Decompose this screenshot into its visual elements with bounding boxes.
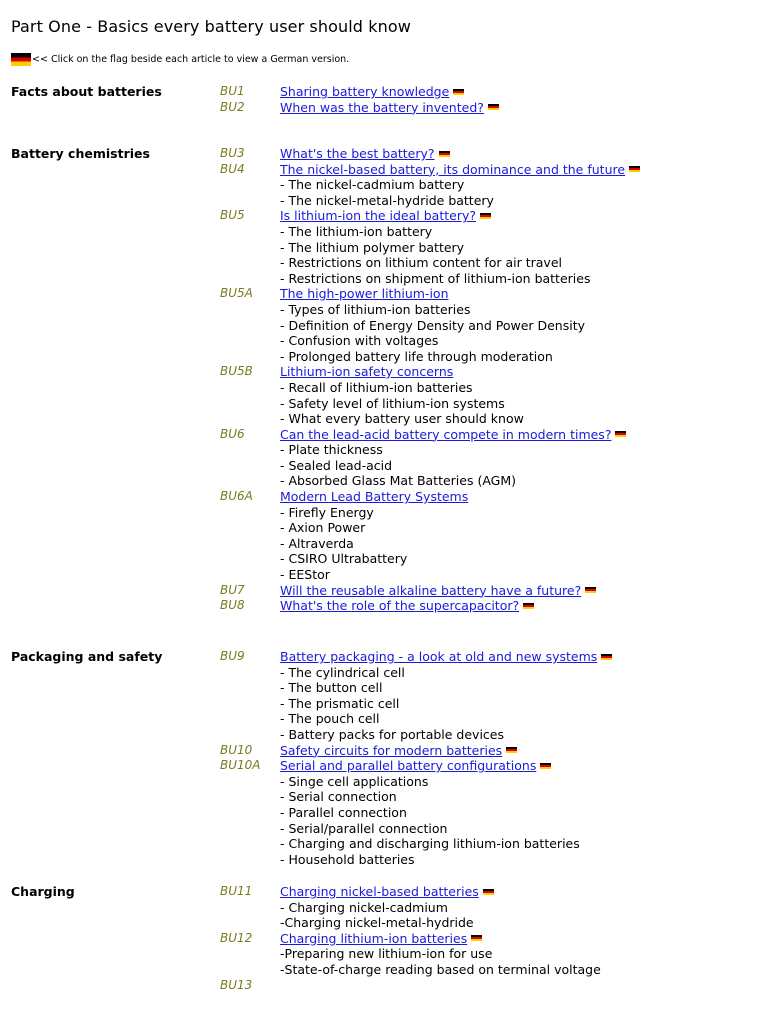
row-text: - Safety level of lithium-ion systems: [280, 395, 505, 411]
row-text: - Charging and discharging lithium-ion batteries: [280, 836, 580, 852]
german-flag-icon[interactable]: [615, 431, 626, 437]
row-text: -State-of-charge reading based on terminal voltage: [280, 961, 601, 977]
article-code: BU10A: [220, 758, 261, 773]
row-text: - The prismatic cell: [280, 695, 400, 711]
subtopic-row: [0, 711, 768, 727]
row-text: - Absorbed Glass Mat Batteries (AGM): [280, 473, 517, 489]
german-flag-icon[interactable]: [523, 603, 534, 609]
subtopic-row: [0, 727, 768, 743]
row-text: - Altraverda: [280, 535, 354, 551]
article-code: BU10: [220, 742, 253, 757]
row-text: [280, 84, 464, 100]
german-flag-icon[interactable]: [11, 53, 31, 66]
subtopic-row: [0, 442, 768, 458]
subtopic-row: [0, 696, 768, 712]
article-link[interactable]: Serial and parallel battery configurations: [280, 758, 537, 774]
german-flag-icon[interactable]: [601, 654, 612, 660]
row-text: - The button cell: [280, 680, 383, 696]
article-code: BU5A: [220, 286, 253, 301]
article-row: [0, 286, 768, 302]
subtopic-row: [0, 520, 768, 536]
article-row: [0, 162, 768, 178]
row-text: - EEStor: [280, 567, 330, 583]
subtopic-row: [0, 900, 768, 916]
section-heading: Facts about batteries: [11, 84, 162, 99]
subtopic-row: [0, 567, 768, 583]
subtopic-row: [0, 978, 768, 994]
subtopic-row: [0, 551, 768, 567]
subtopic-row: [0, 411, 768, 427]
row-text: - Types of lithium-ion batteries: [280, 301, 471, 317]
article-row: [0, 84, 768, 100]
article-row: [0, 427, 768, 443]
row-text: [280, 146, 450, 162]
section-heading: Battery chemistries: [11, 146, 150, 161]
row-text: -Preparing new lithium-ion for use: [280, 946, 493, 962]
german-flag-icon[interactable]: [453, 89, 464, 95]
row-text: - The nickel-cadmium battery: [280, 177, 465, 193]
german-flag-icon[interactable]: [483, 889, 494, 895]
row-text: - Restrictions on lithium content for air travel: [280, 255, 562, 271]
intro-text: << Click on the flag beside each article to view a German version.: [32, 53, 350, 65]
article-row: [0, 364, 768, 380]
subtopic-row: [0, 302, 768, 318]
article-code: BU13: [220, 977, 253, 992]
article-code: BU5B: [220, 364, 253, 379]
article-link[interactable]: The nickel-based battery, its dominance and the future: [280, 161, 626, 177]
subtopic-row: [0, 836, 768, 852]
subtopic-row: [0, 805, 768, 821]
row-text: - The pouch cell: [280, 711, 380, 727]
subtopic-row: [0, 349, 768, 365]
article-code: BU6A: [220, 489, 253, 504]
row-text: [280, 162, 640, 178]
subtopic-row: [0, 774, 768, 790]
row-text: - Battery packs for portable devices: [280, 726, 504, 742]
row-text: [280, 489, 468, 505]
row-text: [280, 649, 612, 665]
article-row: [0, 489, 768, 505]
article-link[interactable]: What's the best battery?: [280, 146, 435, 161]
article-link[interactable]: Safety circuits for modern batteries: [280, 742, 503, 758]
article-code: BU12: [220, 930, 253, 945]
subtopic-row: [0, 505, 768, 521]
german-flag-icon[interactable]: [585, 587, 596, 593]
row-text: - The nickel-metal-hydride battery: [280, 192, 494, 208]
row-text: - The lithium-ion battery: [280, 223, 433, 239]
row-text: - Prolonged battery life through moderation: [280, 348, 553, 364]
intro-note: [11, 52, 349, 66]
article-link[interactable]: Charging lithium-ion batteries: [280, 930, 468, 946]
row-text: [280, 364, 453, 380]
subtopic-row: [0, 224, 768, 240]
row-text: - Firefly Energy: [280, 504, 374, 520]
row-text: - The cylindrical cell: [280, 664, 405, 680]
article-code: BU4: [220, 161, 245, 176]
subtopic-row: [0, 536, 768, 552]
row-text: - Definition of Energy Density and Power Density: [280, 317, 586, 333]
article-row: [0, 649, 768, 665]
german-flag-icon[interactable]: [439, 151, 450, 157]
article-code: BU7: [220, 582, 245, 597]
article-row: [0, 758, 768, 774]
row-text: [280, 208, 491, 224]
article-row: [0, 931, 768, 947]
row-text: - Serial/parallel connection: [280, 820, 448, 836]
subtopic-row: [0, 255, 768, 271]
row-text: [280, 884, 494, 900]
row-text: - Serial connection: [280, 789, 397, 805]
row-text: - Confusion with voltages: [280, 333, 439, 349]
subtopic-row: [0, 473, 768, 489]
article-row: [0, 146, 768, 162]
subtopic-row: [0, 318, 768, 334]
article-link[interactable]: Lithium-ion safety concerns: [280, 364, 454, 380]
row-text: - Singe cell applications: [280, 773, 429, 789]
section-heading: Charging: [11, 884, 75, 899]
subtopic-row: [0, 789, 768, 805]
article-code: BU9: [220, 649, 245, 663]
german-flag-icon[interactable]: [480, 213, 491, 219]
article-row: [0, 100, 768, 116]
row-text: [280, 100, 499, 116]
row-text: - CSIRO Ultrabattery: [280, 551, 408, 567]
german-flag-icon[interactable]: [629, 166, 640, 172]
article-link[interactable]: Charging nickel-based batteries: [280, 884, 479, 899]
row-text: [280, 758, 551, 774]
subtopic-row: [0, 680, 768, 696]
subtopic-row: [0, 915, 768, 931]
section: [0, 884, 768, 993]
subtopic-row: [0, 458, 768, 474]
subtopic-row: [0, 240, 768, 256]
article-link[interactable]: Can the lead-acid battery compete in modern times?: [280, 426, 612, 442]
article-row: [0, 208, 768, 224]
subtopic-row: [0, 380, 768, 396]
row-text: - Plate thickness: [280, 442, 383, 458]
article-link[interactable]: The high-power lithium-ion: [280, 286, 449, 302]
section: [0, 84, 768, 115]
section-heading: Packaging and safety: [11, 649, 163, 664]
article-row: [0, 583, 768, 599]
row-text: - What every battery user should know: [280, 411, 524, 427]
row-text: - Restrictions on shipment of lithium-ion batteries: [280, 270, 591, 286]
subtopic-row: [0, 396, 768, 412]
section: [0, 649, 768, 867]
german-flag-icon[interactable]: [506, 747, 517, 753]
row-text: - Sealed lead-acid: [280, 457, 393, 473]
subtopic-row: [0, 193, 768, 209]
row-text: [280, 598, 534, 614]
subtopic-row: [0, 852, 768, 868]
row-text: - Parallel connection: [280, 804, 407, 820]
german-flag-icon[interactable]: [540, 763, 551, 769]
article-code: BU8: [220, 598, 245, 613]
article-row: [0, 598, 768, 614]
article-link[interactable]: What's the role of the supercapacitor?: [280, 598, 520, 614]
article-link[interactable]: Modern Lead Battery Systems: [280, 489, 469, 505]
row-text: -Charging nickel-metal-hydride: [280, 915, 474, 931]
article-link[interactable]: Battery packaging - a look at old and new systems: [280, 649, 598, 664]
subtopic-row: [0, 177, 768, 193]
article-code: BU6: [220, 426, 245, 441]
row-text: [280, 427, 626, 443]
article-code: BU3: [220, 146, 245, 160]
row-text: - Recall of lithium-ion batteries: [280, 379, 473, 395]
article-link[interactable]: Is lithium-ion the ideal battery?: [280, 208, 476, 224]
german-flag-icon[interactable]: [471, 935, 482, 941]
article-link[interactable]: Will the reusable alkaline battery have a future?: [280, 582, 582, 598]
german-flag-icon[interactable]: [488, 104, 499, 110]
row-text: - Axion Power: [280, 520, 366, 536]
article-code: BU1: [220, 84, 245, 98]
subtopic-row: [0, 962, 768, 978]
article-row: [0, 743, 768, 759]
row-text: [280, 583, 596, 599]
subtopic-row: [0, 821, 768, 837]
article-row: [0, 884, 768, 900]
article-link[interactable]: Sharing battery knowledge: [280, 84, 450, 99]
article-code: BU2: [220, 99, 245, 114]
subtopic-row: [0, 333, 768, 349]
row-text: - Household batteries: [280, 851, 415, 867]
row-text: - Charging nickel-cadmium: [280, 899, 448, 915]
article-code: BU11: [220, 884, 253, 898]
section: [0, 146, 768, 614]
row-text: - The lithium polymer battery: [280, 239, 465, 255]
subtopic-row: [0, 946, 768, 962]
row-text: [280, 286, 449, 302]
row-text: [280, 931, 482, 947]
article-code: BU5: [220, 208, 245, 223]
article-link[interactable]: When was the battery invented?: [280, 99, 484, 115]
subtopic-row: [0, 271, 768, 287]
page-title: Part One - Basics every battery user should know: [11, 17, 411, 36]
row-text: [280, 743, 517, 759]
subtopic-row: [0, 665, 768, 681]
